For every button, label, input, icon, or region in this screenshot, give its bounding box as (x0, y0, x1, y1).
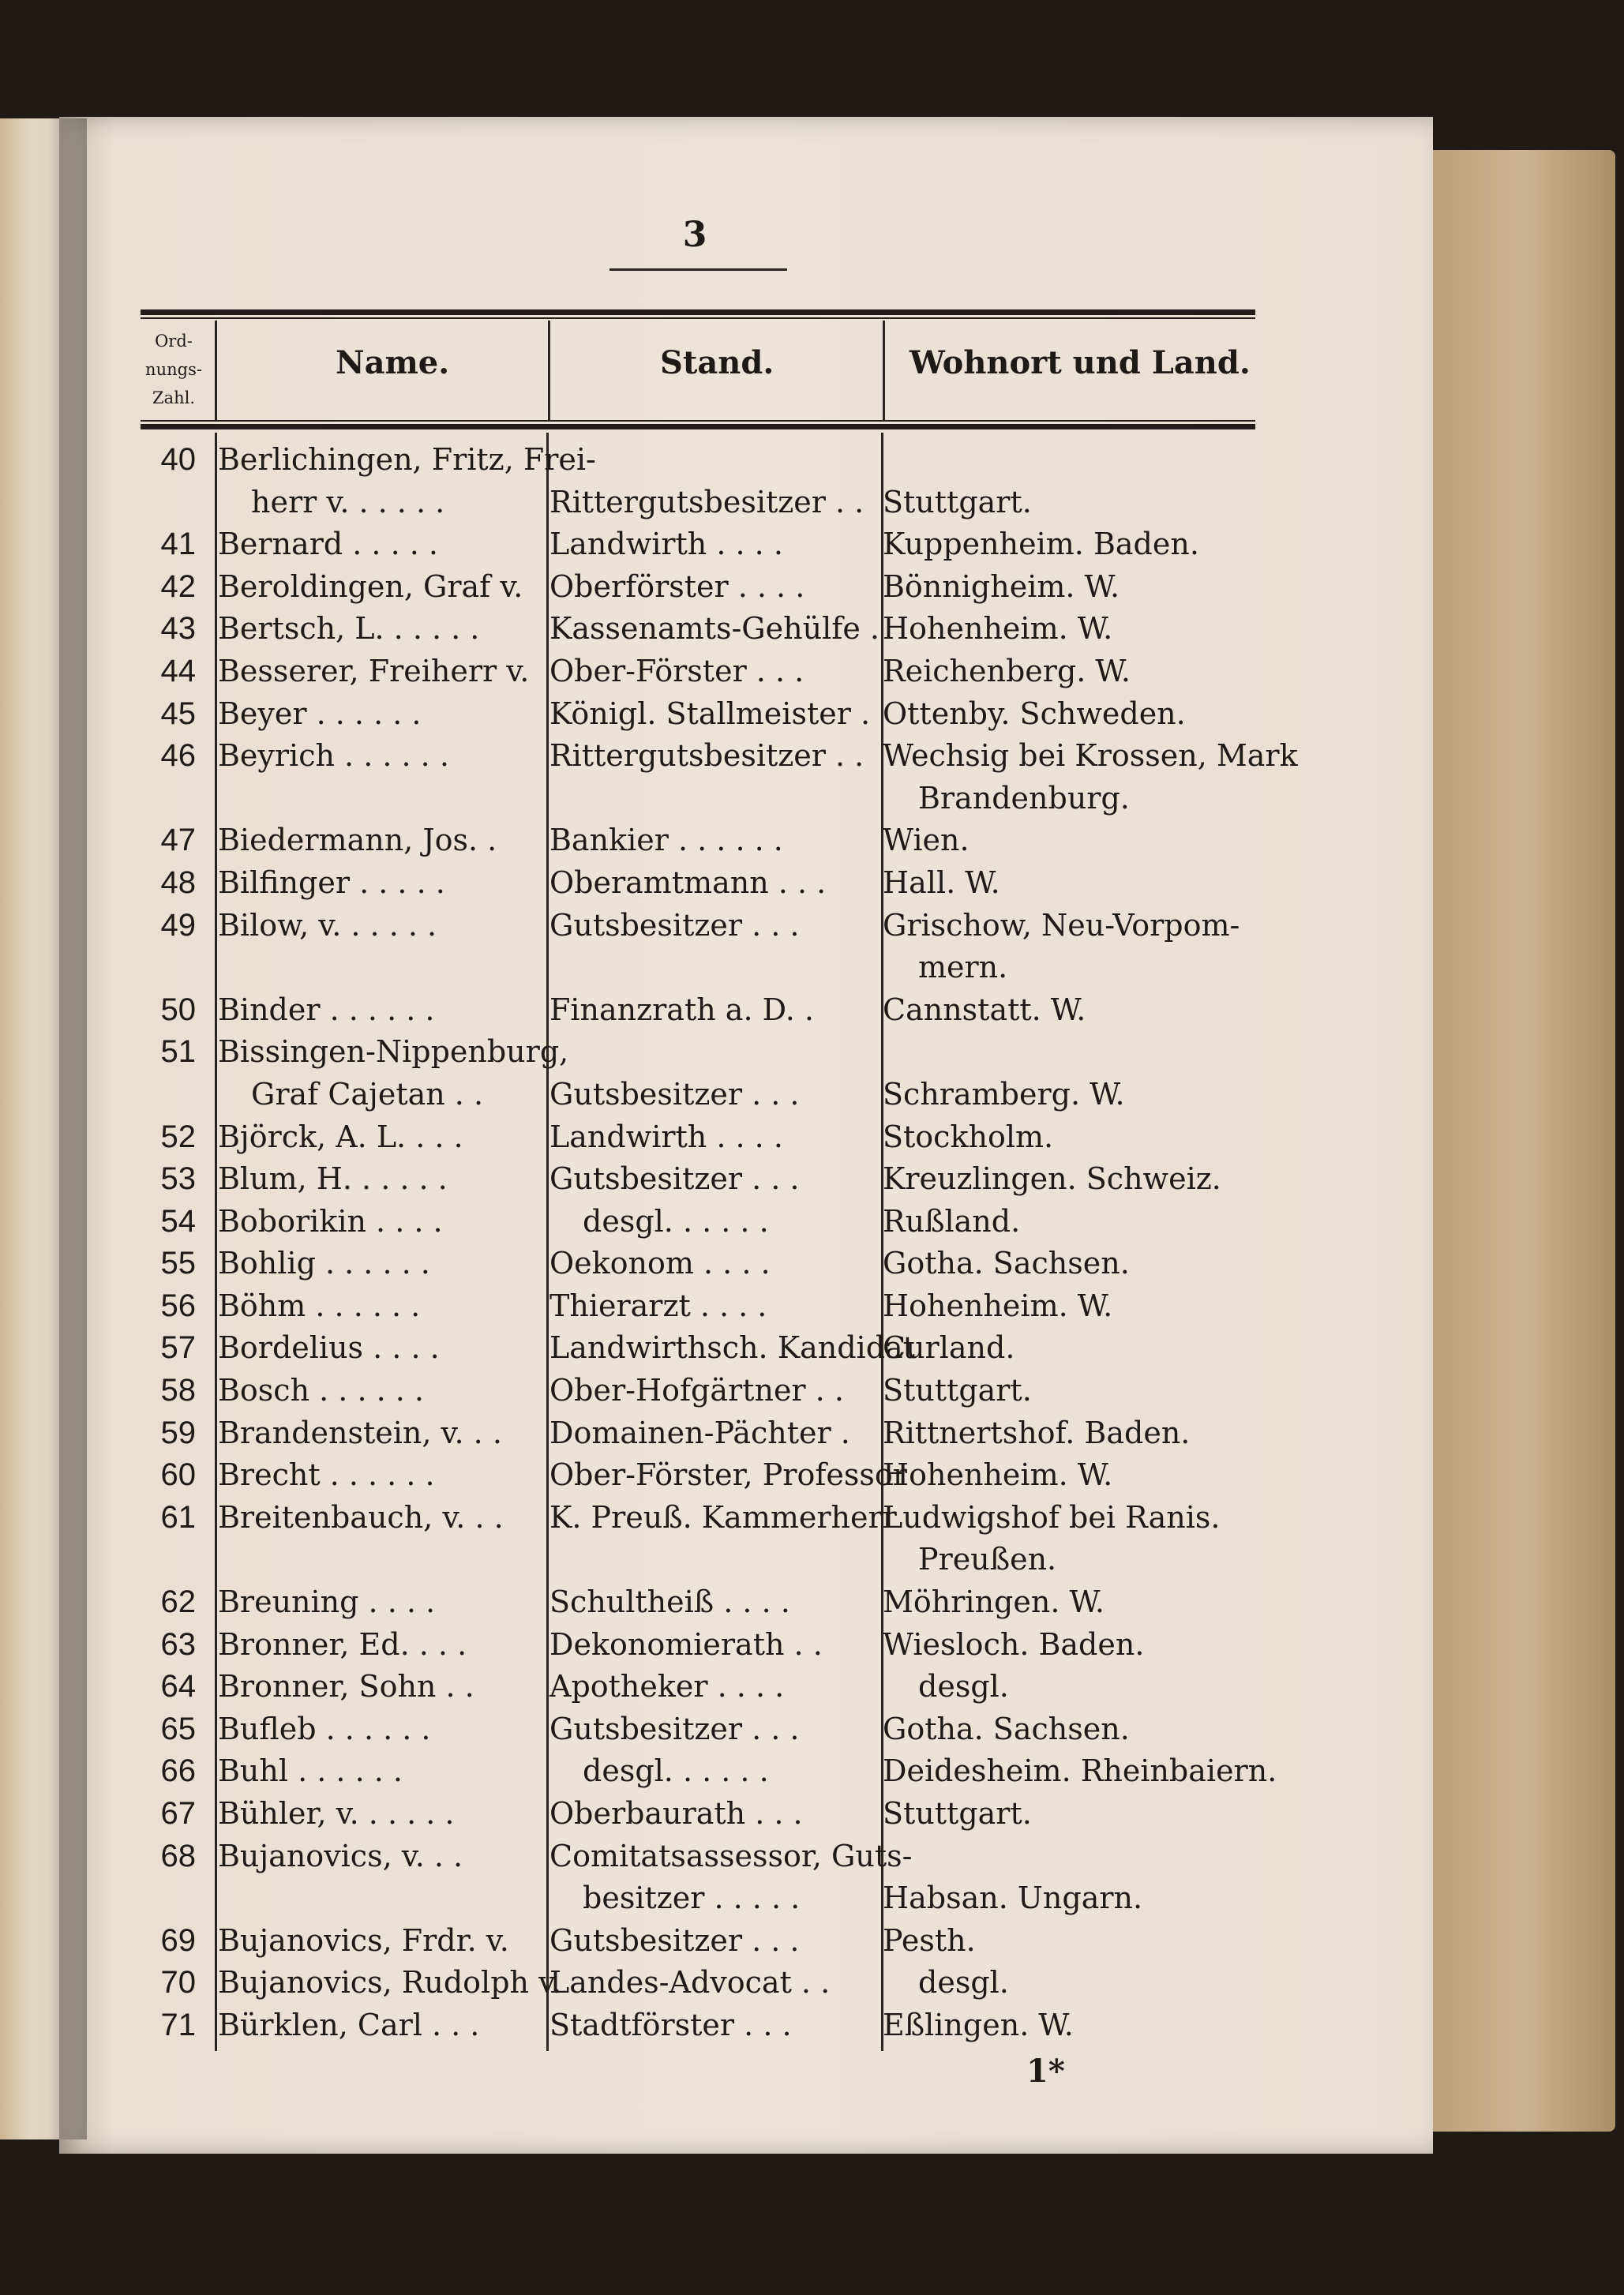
table-row (141, 989, 1277, 1032)
row-stand: Apotheker . . . . (549, 1669, 785, 1704)
row-stand: Gutsbesitzer . . . (549, 1076, 800, 1112)
row-wohnort: Stuttgart. (883, 484, 1032, 519)
spine-shadow (47, 118, 87, 2139)
table-row (141, 1031, 1277, 1074)
row-number: 49 (160, 907, 196, 943)
row-stand: Schultheiß . . . . (549, 1584, 790, 1620)
row-name: Binder . . . . . . (218, 992, 435, 1027)
row-name: Graf Cajetan . . (251, 1076, 484, 1112)
row-wohnort: Hohenheim. W. (883, 1288, 1113, 1323)
row-wohnort: Curland. (883, 1330, 1015, 1366)
row-wohnort: Stuttgart. (883, 1373, 1032, 1408)
row-wohnort: Deidesheim. Rheinbaiern. (883, 1753, 1277, 1789)
row-name: Bujanovics, v. . . (218, 1838, 463, 1873)
row-wohnort: Schramberg. W. (883, 1076, 1125, 1112)
row-wohnort: Wechsig bei Krossen, Mark (883, 738, 1298, 774)
row-stand: Finanzrath a. D. . (549, 992, 814, 1027)
row-number: 61 (160, 1499, 196, 1535)
table-row (141, 1327, 1277, 1370)
row-number: 63 (160, 1626, 196, 1662)
row-name: Bordelius . . . . (218, 1330, 440, 1366)
row-number: 50 (160, 992, 196, 1027)
header-divider-1 (215, 321, 217, 420)
row-stand: Thierarzt . . . . (549, 1288, 767, 1323)
table-row (141, 2004, 1277, 2047)
table-row (141, 1624, 1277, 1667)
header-divider-3 (883, 321, 885, 420)
row-wohnort: Rittnertshof. Baden. (883, 1415, 1191, 1450)
table-row (141, 1920, 1277, 1963)
table-row (141, 1454, 1277, 1497)
row-wohnort: Rußland. (883, 1203, 1021, 1239)
row-number: 44 (160, 653, 196, 688)
row-wohnort: Brandenburg. (918, 780, 1130, 816)
row-name: Biedermann, Jos. . (218, 823, 497, 858)
row-number: 71 (160, 2007, 196, 2042)
header-bottom-thin-rule (141, 420, 1255, 422)
table-row (141, 1201, 1277, 1243)
row-wohnort: Stuttgart. (883, 1796, 1032, 1831)
table-row (141, 1836, 1277, 1878)
table-row (141, 1877, 1277, 1920)
register-table (141, 439, 1298, 2047)
header-stand: Stand. (660, 344, 774, 381)
row-number: 41 (160, 527, 196, 562)
row-number: 55 (160, 1246, 196, 1281)
table-row (141, 1581, 1277, 1624)
row-wohnort: Cannstatt. W. (883, 992, 1086, 1027)
row-stand: Gutsbesitzer . . . (549, 907, 800, 943)
row-wohnort: Hall. W. (883, 864, 1000, 900)
row-name: Bohlig . . . . . . (218, 1246, 430, 1281)
row-stand: Ober-Förster . . . (549, 653, 804, 688)
page-number-rule (609, 268, 787, 271)
table-row (141, 1708, 1277, 1751)
row-name: Brandenstein, v. . . (218, 1415, 502, 1450)
row-name: Breuning . . . . (218, 1584, 436, 1620)
row-stand: Dekonomierath . . (549, 1626, 823, 1662)
row-name: Beyrich . . . . . . (218, 738, 449, 774)
row-number: 68 (160, 1838, 196, 1873)
row-name: Bronner, Sohn . . (218, 1669, 474, 1704)
table-row (141, 862, 1277, 905)
table-row (141, 1412, 1277, 1455)
row-wohnort: Kuppenheim. Baden. (883, 527, 1199, 562)
table-row (141, 566, 1277, 609)
row-number: 57 (160, 1330, 196, 1366)
table-row (141, 1243, 1277, 1285)
row-number: 47 (160, 823, 196, 858)
row-number: 48 (160, 864, 196, 900)
row-stand: Gutsbesitzer . . . (549, 1161, 800, 1197)
header-ord-line-3: Zahl. (152, 388, 196, 407)
row-name: Brecht . . . . . . (218, 1457, 435, 1493)
row-wohnort: Preußen. (918, 1542, 1057, 1577)
row-wohnort: Habsan. Ungarn. (883, 1881, 1143, 1916)
row-wohnort: Wien. (883, 823, 970, 858)
row-number: 46 (160, 738, 196, 774)
row-number: 52 (160, 1119, 196, 1154)
row-wohnort: Grischow, Neu-Vorpom- (883, 907, 1240, 943)
row-stand: Domainen-Pächter . (549, 1415, 850, 1450)
header-ord-line-1: Ord- (155, 332, 193, 351)
row-stand: Landwirthsch. Kandidat (549, 1330, 915, 1366)
row-stand: Landwirth . . . . (549, 527, 783, 562)
table-row (141, 1116, 1277, 1159)
row-number: 43 (160, 611, 196, 647)
table-row (141, 735, 1298, 778)
row-stand: Bankier . . . . . . (549, 823, 783, 858)
table-row (141, 1666, 1277, 1708)
row-name: Bissingen-Nippenburg, (218, 1034, 569, 1070)
row-wohnort: Hohenheim. W. (883, 1457, 1113, 1493)
row-number: 62 (160, 1584, 196, 1620)
header-ordnungszahl (134, 327, 213, 412)
row-stand: K. Preuß. Kammerherr (549, 1499, 897, 1535)
row-name: herr v. . . . . . (251, 484, 445, 519)
row-stand: Comitatsassessor, Guts- (549, 1838, 913, 1873)
row-stand: besitzer . . . . . (583, 1881, 801, 1916)
row-stand: Landes-Advocat . . (549, 1965, 831, 2001)
page-number: 3 (682, 215, 707, 255)
row-stand: desgl. . . . . . (583, 1753, 769, 1789)
row-name: Bujanovics, Rudolph v. (218, 1965, 562, 2001)
row-stand: Landwirth . . . . (549, 1119, 783, 1154)
row-stand: Rittergutsbesitzer . . (549, 738, 865, 774)
row-name: Bilfinger . . . . . (218, 864, 445, 900)
table-row (141, 1497, 1277, 1539)
row-wohnort: Eßlingen. W. (883, 2007, 1074, 2042)
row-wohnort: Ottenby. Schweden. (883, 696, 1186, 731)
row-stand: Oberförster . . . . (549, 568, 805, 604)
row-name: Björck, A. L. . . . (218, 1119, 463, 1154)
row-wohnort: desgl. (918, 1669, 1009, 1704)
header-top-thin-rule (141, 317, 1255, 319)
row-name: Beyer . . . . . . (218, 696, 422, 731)
book-cover-edge (1429, 150, 1615, 2132)
table-row (141, 523, 1277, 566)
row-number: 45 (160, 696, 196, 731)
row-number: 69 (160, 1922, 196, 1958)
table-row (141, 651, 1277, 693)
row-stand: Oberamtmann . . . (549, 864, 827, 900)
row-wohnort: Bönnigheim. W. (883, 568, 1120, 604)
row-name: Bühler, v. . . . . . (218, 1796, 455, 1831)
row-name: Bosch . . . . . . (218, 1373, 425, 1408)
row-number: 66 (160, 1753, 196, 1789)
table-row (141, 819, 1277, 862)
table-row (141, 1793, 1277, 1836)
row-stand: Rittergutsbesitzer . . (549, 484, 865, 519)
table-row (141, 1370, 1277, 1412)
row-number: 64 (160, 1669, 196, 1704)
row-number: 59 (160, 1415, 196, 1450)
table-row (141, 482, 1277, 524)
row-number: 40 (160, 442, 196, 477)
row-wohnort: mern. (918, 950, 1008, 985)
header-ord-line-2: nungs- (145, 360, 202, 379)
row-wohnort: Gotha. Sachsen. (883, 1711, 1130, 1746)
row-number: 53 (160, 1161, 196, 1197)
row-stand: Ober-Hofgärtner . . (549, 1373, 844, 1408)
row-name: Blum, H. . . . . . (218, 1161, 448, 1197)
row-number: 65 (160, 1711, 196, 1746)
row-number: 67 (160, 1796, 196, 1831)
table-row (141, 1285, 1277, 1328)
table-row (141, 1750, 1277, 1793)
row-stand: Stadtförster . . . (549, 2007, 792, 2042)
header-bottom-rule (141, 424, 1255, 429)
row-wohnort: desgl. (918, 1965, 1009, 2001)
table-row (141, 608, 1277, 651)
table-row (141, 905, 1277, 947)
row-name: Boborikin . . . . (218, 1203, 443, 1239)
row-name: Bujanovics, Frdr. v. (218, 1922, 509, 1958)
header-wohnort: Wohnort und Land. (910, 344, 1251, 381)
row-number: 70 (160, 1965, 196, 2001)
table-row (141, 778, 1277, 820)
table-row (141, 1158, 1277, 1201)
row-name: Breitenbauch, v. . . (218, 1499, 504, 1535)
row-wohnort: Ludwigshof bei Ranis. (883, 1499, 1221, 1535)
table-row (141, 947, 1277, 989)
row-name: Bürklen, Carl . . . (218, 2007, 480, 2042)
table-row (141, 1539, 1277, 1581)
row-number: 58 (160, 1373, 196, 1408)
row-wohnort: Reichenberg. W. (883, 653, 1131, 688)
header-top-rule (141, 309, 1255, 315)
row-wohnort: Wiesloch. Baden. (883, 1626, 1145, 1662)
row-stand: Gutsbesitzer . . . (549, 1711, 800, 1746)
row-name: Berlichingen, Fritz, Frei- (218, 442, 596, 477)
signature-mark: 1* (1026, 2053, 1065, 2090)
header-name: Name. (336, 344, 450, 381)
header-divider-2 (548, 321, 550, 420)
row-number: 51 (160, 1034, 196, 1070)
table-row (141, 1074, 1277, 1116)
row-wohnort: Hohenheim. W. (883, 611, 1113, 647)
row-name: Beroldingen, Graf v. (218, 568, 523, 604)
row-name: Bilow, v. . . . . . (218, 907, 437, 943)
row-name: Buhl . . . . . . (218, 1753, 403, 1789)
row-wohnort: Gotha. Sachsen. (883, 1246, 1130, 1281)
row-number: 60 (160, 1457, 196, 1493)
row-name: Bertsch, L. . . . . . (218, 611, 480, 647)
table-row (141, 693, 1277, 736)
row-number: 42 (160, 568, 196, 604)
row-number: 56 (160, 1288, 196, 1323)
row-name: Besserer, Freiherr v. (218, 653, 530, 688)
row-wohnort: Pesth. (883, 1922, 976, 1958)
row-name: Bernard . . . . . (218, 527, 438, 562)
row-stand: desgl. . . . . . (583, 1203, 769, 1239)
row-stand: Ober-Förster, Professor (549, 1457, 907, 1493)
row-wohnort: Möhringen. W. (883, 1584, 1105, 1620)
row-wohnort: Kreuzlingen. Schweiz. (883, 1161, 1221, 1197)
row-name: Bufleb . . . . . . (218, 1711, 431, 1746)
table-row (141, 1962, 1277, 2004)
row-wohnort: Stockholm. (883, 1119, 1054, 1154)
row-number: 54 (160, 1203, 196, 1239)
row-stand: Oekonom . . . . (549, 1246, 771, 1281)
row-name: Bronner, Ed. . . . (218, 1626, 467, 1662)
row-stand: Oberbaurath . . . (549, 1796, 803, 1831)
row-name: Böhm . . . . . . (218, 1288, 421, 1323)
table-row (141, 439, 1277, 482)
row-stand: Kassenamts-Gehülfe . (549, 611, 880, 647)
row-stand: Königl. Stallmeister . (549, 696, 871, 731)
row-stand: Gutsbesitzer . . . (549, 1922, 800, 1958)
